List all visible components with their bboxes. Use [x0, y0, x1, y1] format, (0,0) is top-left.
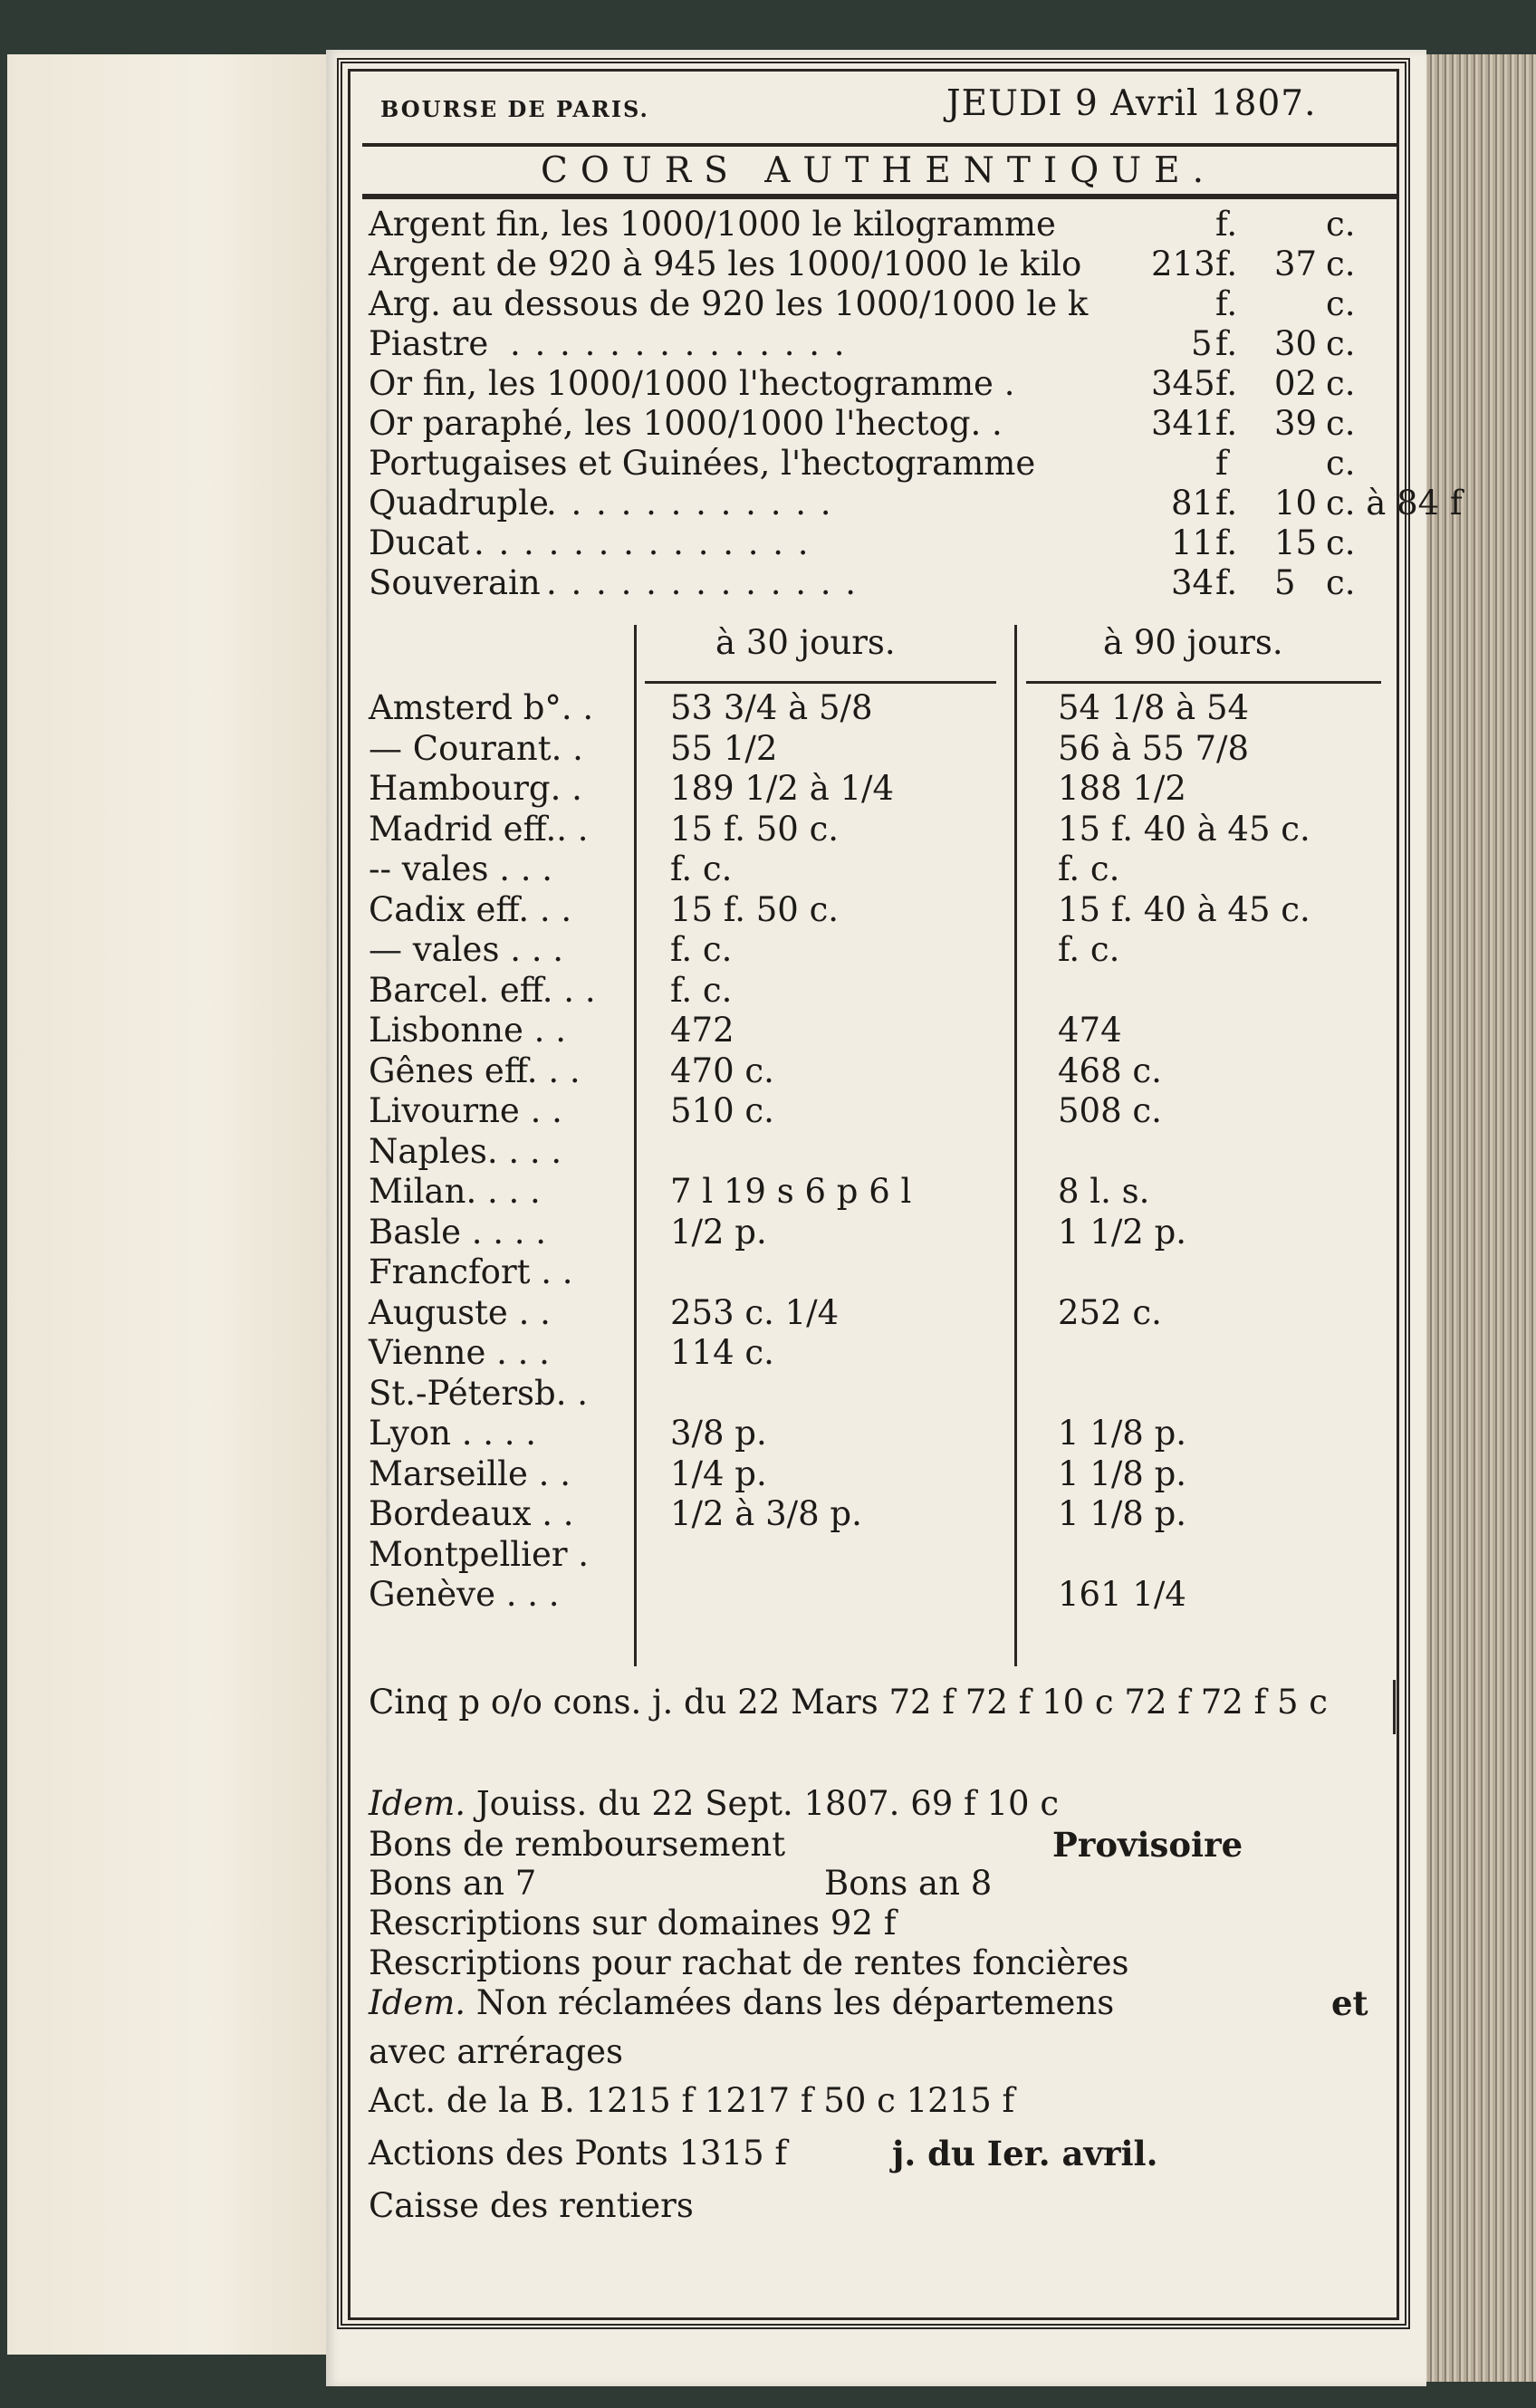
franc-mark: f.: [1215, 324, 1238, 363]
tick-mark: [1393, 1680, 1396, 1734]
exchange-city: Madrid eff.. .: [369, 810, 589, 849]
metal-row: [369, 205, 1401, 245]
centime-value: 37: [1274, 245, 1318, 283]
header-left: BOURSE DE PARIS.: [380, 96, 649, 122]
franc-mark: f.: [1215, 484, 1238, 523]
franc-mark: f.: [1215, 523, 1238, 562]
metal-amount: 11: [1171, 523, 1214, 562]
rescriptions-domaines: Rescriptions sur domaines 92 f: [369, 1904, 897, 1943]
page-edges: [1413, 54, 1536, 2382]
rate-90-days: 56 à 55 7/8: [1058, 729, 1250, 768]
rate-90-days: 1 1/2 p.: [1058, 1213, 1187, 1252]
centime-mark: c.: [1326, 284, 1356, 323]
exchange-city: -- vales . . .: [369, 849, 553, 888]
rate-30-days: 253 c. 1/4: [670, 1293, 840, 1332]
leader-dots: . . . . . . . . . . . . .: [546, 563, 859, 602]
metal-row: [369, 324, 1401, 364]
centime-mark: c.: [1326, 245, 1356, 283]
metal-label: Argent fin, les 1000/1000 le kilogramme: [369, 205, 1056, 244]
centime-value: 10: [1274, 484, 1318, 523]
exchange-city: Hambourg. .: [369, 769, 582, 808]
rate-90-days: 15 f. 40 à 45 c.: [1058, 810, 1310, 849]
rate-30-days: 15 f. 50 c.: [670, 890, 840, 929]
exchange-city: Auguste . .: [369, 1293, 551, 1332]
exchange-city: — vales . . .: [369, 930, 564, 969]
franc-mark: f.: [1215, 284, 1238, 323]
rate-30-days: 510 c.: [670, 1091, 774, 1130]
centime-value: 02: [1274, 364, 1318, 403]
bons-an-7: Bons an 7: [369, 1864, 537, 1903]
centime-mark: c. à 84 f: [1326, 484, 1463, 523]
centime-value: 15: [1274, 523, 1318, 562]
centime-mark: c.: [1326, 364, 1356, 403]
franc-mark: f.: [1215, 205, 1238, 244]
exchange-city: Basle . . . .: [369, 1213, 547, 1252]
exchange-city: Genève . . .: [369, 1575, 560, 1614]
centime-mark: c.: [1326, 324, 1356, 363]
centime-mark: c.: [1326, 563, 1356, 602]
metal-label: Piastre: [369, 324, 489, 363]
exchange-city: Lisbonne . .: [369, 1011, 566, 1050]
exchange-city: Barcel. eff. . .: [369, 971, 596, 1010]
leader-dots: . . . . . . . . . . . . . .: [510, 324, 847, 363]
rate-30-days: 1/4 p.: [670, 1454, 767, 1493]
rate-30-days: 53 3/4 à 5/8: [670, 688, 873, 727]
metal-row: [369, 284, 1401, 324]
rate-90-days: 54 1/8 à 54: [1058, 688, 1250, 727]
centime-mark: c.: [1326, 404, 1356, 443]
centime-value: 39: [1274, 404, 1318, 443]
centime-value: 30: [1274, 324, 1318, 363]
et: et: [1331, 1983, 1368, 2023]
metal-row: [369, 444, 1401, 484]
rate-30-days: 3/8 p.: [670, 1414, 767, 1453]
exchange-city: Montpellier .: [369, 1535, 590, 1574]
centime-mark: c.: [1326, 205, 1356, 244]
provisoire: Provisoire: [1052, 1825, 1243, 1865]
column-divider-right: [1014, 625, 1017, 1666]
idem-label: Idem.: [369, 1784, 466, 1823]
centime-value: 5: [1274, 563, 1296, 602]
exchange-city: Cadix eff. . .: [369, 890, 572, 929]
exchange-city: Vienne . . .: [369, 1333, 550, 1372]
column-head-rule-90: [1026, 681, 1381, 684]
metal-label: Argent de 920 à 945 les 1000/1000 le kilo: [369, 245, 1082, 283]
rate-30-days: 55 1/2: [670, 729, 778, 768]
rate-90-days: f. c.: [1058, 849, 1120, 888]
rate-30-days: 189 1/2 à 1/4: [670, 769, 895, 808]
rate-90-days: 1 1/8 p.: [1058, 1494, 1187, 1533]
metal-label: Souverain: [369, 563, 541, 602]
metal-row: [369, 484, 1463, 523]
metal-amount: 34: [1171, 563, 1214, 602]
metal-row: [369, 364, 1401, 404]
franc-mark: f: [1215, 444, 1228, 483]
rate-90-days: 252 c.: [1058, 1293, 1162, 1332]
rate-90-days: 474: [1058, 1011, 1122, 1050]
exchange-city: Gênes eff. . .: [369, 1051, 581, 1090]
exchange-city: Milan. . . .: [369, 1172, 541, 1211]
exchange-city: Lyon . . . .: [369, 1414, 537, 1453]
franc-mark: f.: [1215, 563, 1238, 602]
centime-mark: c.: [1326, 523, 1356, 562]
caisse-rentiers: Caisse des rentiers: [369, 2186, 694, 2225]
rate-90-days: 1 1/8 p.: [1058, 1454, 1187, 1493]
rate-30-days: 114 c.: [670, 1333, 774, 1372]
column-divider-left: [634, 625, 637, 1666]
rescriptions-rachat: Rescriptions pour rachat de rentes foncières: [369, 1943, 1129, 1982]
idem-jouissance: [369, 1784, 1059, 1823]
rate-90-days: f. c.: [1058, 930, 1120, 969]
rate-30-days: 470 c.: [670, 1051, 774, 1090]
arrerages: avec arrérages: [369, 2032, 623, 2071]
exchange-city: Livourne . .: [369, 1091, 562, 1130]
left-blank-page: [7, 54, 335, 2355]
exchange-city: Amsterd b°. .: [369, 688, 594, 727]
metal-label: Portugaises et Guinées, l'hectogramme: [369, 444, 1036, 483]
metal-row: [369, 563, 1401, 603]
rate-90-days: 468 c.: [1058, 1051, 1162, 1090]
rate-30-days: f. c.: [670, 930, 733, 969]
centime-mark: c.: [1326, 444, 1356, 483]
metal-label: Or fin, les 1000/1000 l'hectogramme .: [369, 364, 1015, 403]
idem-non-reclamees: [369, 1983, 1114, 2022]
exchange-city: Marseille . .: [369, 1454, 571, 1493]
idem-text: Jouiss. du 22 Sept. 1807. 69 f 10 c: [475, 1784, 1060, 1823]
actions-banque: Act. de la B. 1215 f 1217 f 50 c 1215 f: [369, 2081, 1015, 2120]
rate-90-days: 161 1/4: [1058, 1575, 1186, 1614]
idem2-text: Non réclamées dans les départemens: [475, 1983, 1115, 2022]
franc-mark: f.: [1215, 364, 1238, 403]
exchange-city: Naples. . . .: [369, 1132, 562, 1171]
section-title: COURS AUTHENTIQUE.: [541, 150, 1216, 191]
exchange-city: Bordeaux . .: [369, 1494, 574, 1533]
rate-90-days: 188 1/2: [1058, 769, 1186, 808]
title-rule: [362, 194, 1397, 199]
rate-90-days: 508 c.: [1058, 1091, 1162, 1130]
bons-remboursement: Bons de remboursement: [369, 1825, 786, 1864]
exchange-city: Francfort . .: [369, 1252, 573, 1291]
metal-amount: 213: [1151, 245, 1215, 283]
metal-amount: 341: [1151, 404, 1215, 443]
franc-mark: f.: [1215, 404, 1238, 443]
ponts-jouissance: j. du Ier. avril.: [892, 2134, 1158, 2173]
rate-30-days: 7 l 19 s 6 p 6 l: [670, 1172, 912, 1211]
rate-90-days: 1 1/8 p.: [1058, 1414, 1187, 1453]
metal-row: [369, 245, 1401, 284]
rate-30-days: 472: [670, 1011, 734, 1050]
leader-dots: . . . . . . . . . . . .: [546, 484, 833, 523]
rate-30-days: 15 f. 50 c.: [670, 810, 840, 849]
metal-label: Arg. au dessous de 920 les 1000/1000 le k: [369, 284, 1089, 323]
rate-30-days: f. c.: [670, 971, 733, 1010]
metal-label: Or paraphé, les 1000/1000 l'hectog. .: [369, 404, 1003, 443]
metal-label: Quadruple: [369, 484, 549, 523]
column-head-30: à 30 jours.: [715, 623, 896, 662]
rate-30-days: 1/2 à 3/8 p.: [670, 1494, 862, 1533]
exchange-city: St.-Pétersb. .: [369, 1374, 589, 1413]
franc-mark: f.: [1215, 245, 1238, 283]
leader-dots: . . . . . . . . . . . . . .: [474, 523, 811, 562]
rate-90-days: 15 f. 40 à 45 c.: [1058, 890, 1310, 929]
metal-amount: 345: [1151, 364, 1215, 403]
metal-amount: 5: [1191, 324, 1213, 363]
column-head-rule-30: [645, 681, 996, 684]
actions-ponts: Actions des Ponts 1315 f: [369, 2134, 788, 2173]
idem2-label: Idem.: [369, 1983, 466, 2022]
metal-row: [369, 523, 1401, 563]
column-head-90: à 90 jours.: [1103, 623, 1283, 662]
exchange-city: — Courant. .: [369, 729, 583, 768]
rate-90-days: 8 l. s.: [1058, 1172, 1150, 1211]
metal-label: Ducat: [369, 523, 470, 562]
metal-row: [369, 404, 1401, 444]
header-rule: [362, 143, 1397, 147]
rate-30-days: f. c.: [670, 849, 733, 888]
rate-30-days: 1/2 p.: [670, 1213, 767, 1252]
header-date: JEUDI 9 Avril 1807.: [946, 83, 1317, 124]
bons-an-8: Bons an 8: [824, 1864, 993, 1903]
metal-amount: 81: [1171, 484, 1214, 523]
cinq-pourcent: Cinq p o/o cons. j. du 22 Mars 72 f 72 f 10 c 72 f 72 f 5 c: [369, 1683, 1329, 1722]
